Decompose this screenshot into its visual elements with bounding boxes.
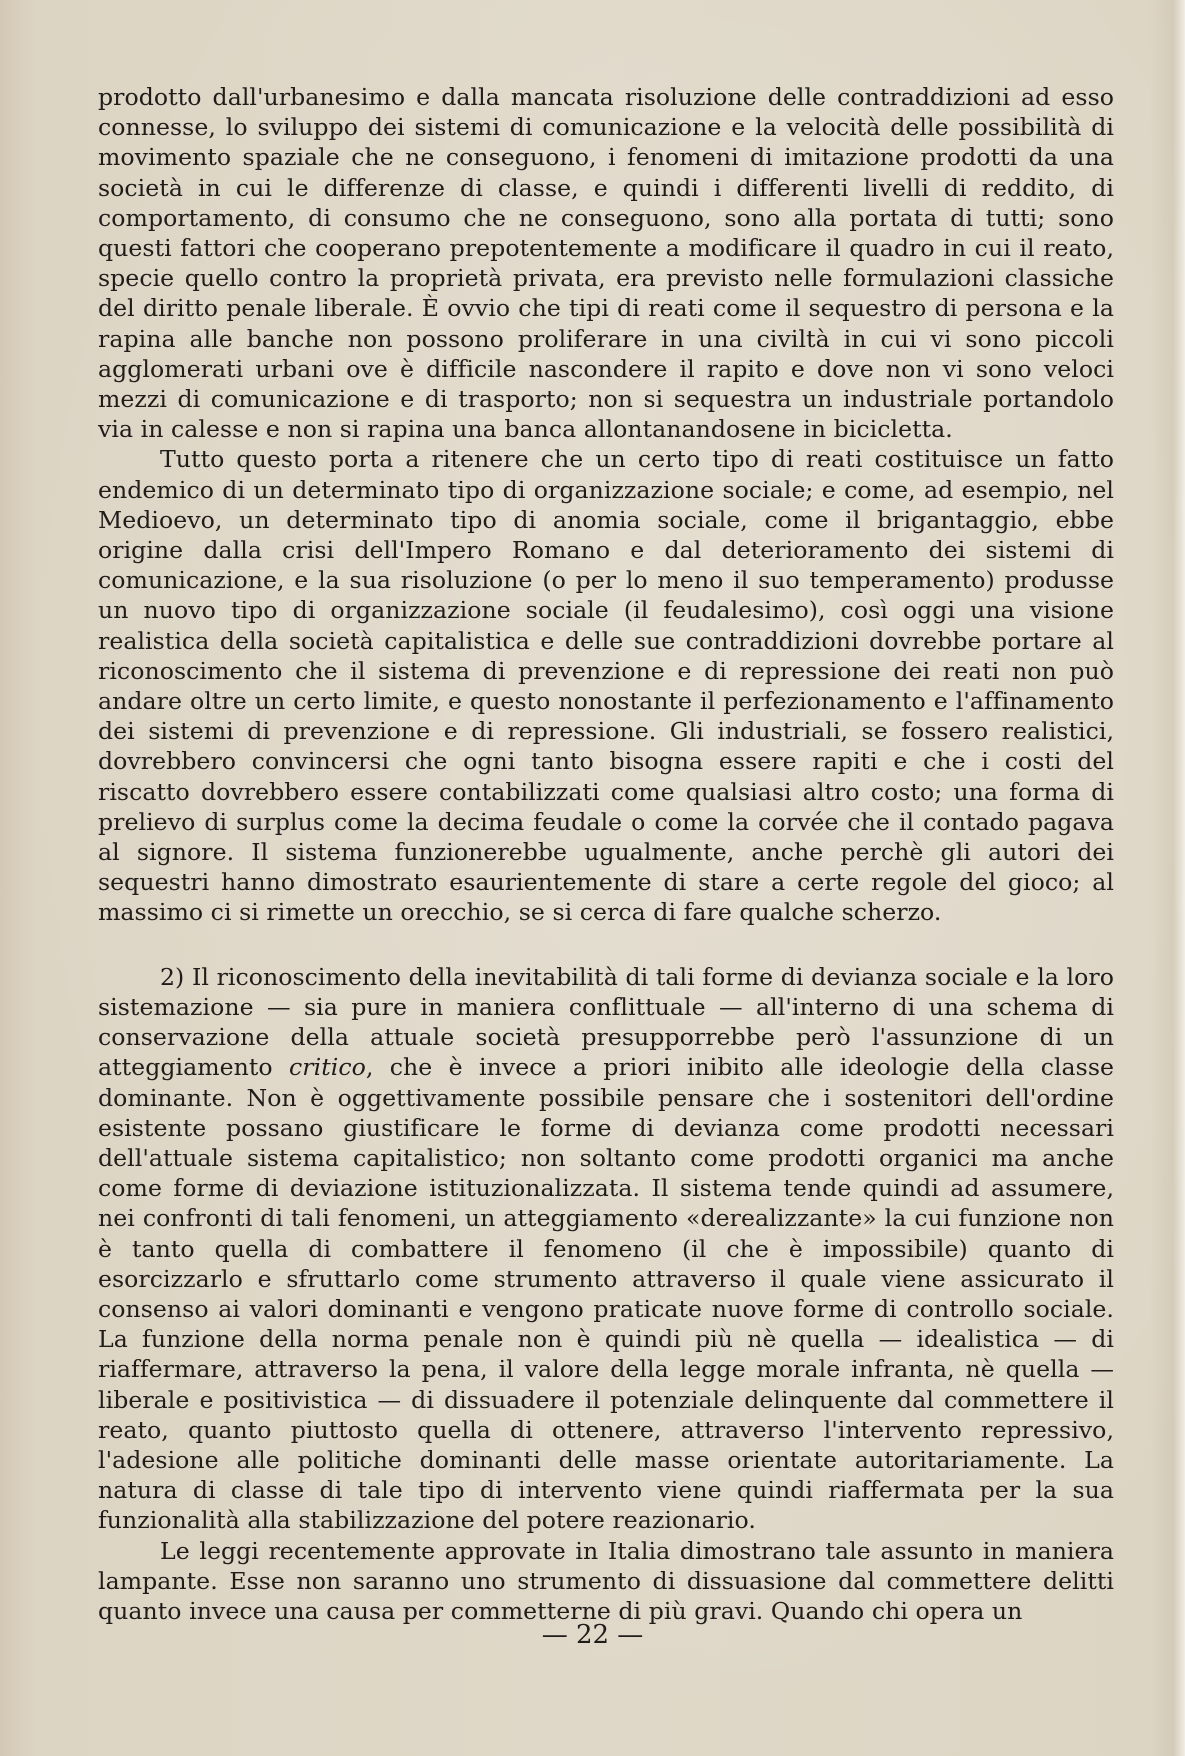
page-edge — [1173, 0, 1185, 1756]
emphasis-critico: critico — [289, 1053, 366, 1082]
body-text — [98, 82, 1114, 1626]
paragraph-section-2 — [98, 962, 1114, 1536]
paragraph-le-leggi: Le leggi recentemente approvate in Italia dimostrano tale assunto in maniera lampante. Esse non saranno uno strumento di dissuasione dal commettere delitti quanto invece una causa per commetterne di più gravi. Quando chi opera un — [98, 1536, 1114, 1625]
paragraph-section-2-part-b: , che è invece a priori inibito alle ideologie della classe dominante. Non è oggettivamente possibile pensare che i sostenitori dell'ordine esistente possano giustificare le forme di devianza come prodotti necessari dell'attuale sistema capitalistico; non soltanto come prodotti organici ma anche come forme di deviazione istituzionalizzata. Il sistema tende quindi ad assumere, nei confronti di tali fenomeni, un atteggiamento «derealizzante» la cui funzione non è tanto quella di combattere il fenomeno (il che è impossibile) quanto di esorcizzarlo e sfruttarlo come strumento attraverso il quale viene assicurato il consenso ai valori dominanti e vengono praticate nuove forme di controllo sociale. La funzione della norma penale non è quindi più nè quella — idealistica — di riaffermare, attraverso la pena, il valore della legge morale infranta, nè quella — liberale e positivistica — di dissuadere il potenziale delinquente dal commettere il reato, quanto piuttosto quella di ottenere, attraverso l'intervento repressivo, l'adesione alle politiche dominanti delle masse orientate autoritariamente. La natura di classe di tale tipo di intervento viene quindi riaffermata per la sua funzionalità alla stabilizzazione del potere reazionario. — [98, 1053, 1114, 1535]
section-spacer — [98, 928, 1114, 962]
paragraph-section-2-part-a: 2) Il riconoscimento della inevitabilità di tali forme di devianza sociale e la loro sistemazione — sia pure in maniera conflittuale — all'interno di una schema di conservazione della attuale società presupporrebbe però l'assunzione di un atteggiamento — [98, 962, 1114, 1082]
page-number: — 22 — — [541, 1620, 644, 1650]
paragraph-tutto-questo: Tutto questo porta a ritenere che un certo tipo di reati costituisce un fatto endemico di un determinato tipo di organizzazione sociale; e come, ad esempio, nel Medioevo, un determinato tipo di anomia sociale, come il brigantaggio, ebbe origine dalla crisi dell'Impero Romano e dal deterioramento dei sistemi di comunicazione, e la sua risoluzione (o per lo meno il suo temperamento) produsse un nuovo tipo di organizzazione sociale (il feudalesimo), così oggi una visione realistica della società capitalistica e delle sue contraddizioni dovrebbe portare al riconoscimento che il sistema di prevenzione e di repressione dei reati non può andare oltre un certo limite, e questo nonostante il perfezionamento e l'affinamento dei sistemi di prevenzione e di repressione. Gli industriali, se fossero realistici, dovrebbero convincersi che ogni tanto bisogna essere rapiti e che i costi del riscatto dovrebbero essere contabilizzati come qualsiasi altro costo; una forma di prelievo di surplus come la decima feudale o come la corvée che il contado pagava al signore. Il sistema funzionerebbe ugualmente, anche perchè gli autori dei sequestri hanno dimostrato esaurientemente di stare a certe regole del gioco; al massimo ci si rimette un orecchio, se si cerca di fare qualche scherzo. — [98, 445, 1114, 927]
paragraph-continuation: prodotto dall'urbanesimo e dalla mancata risoluzione delle contraddizioni ad esso connesse, lo sviluppo dei sistemi di comunicazione e la velocità delle possibilità di movimento spaziale che ne conseguono, i fenomeni di imitazione prodotti da una società in cui le differenze di classe, e quindi i differenti livelli di reddito, di comportamento, di consumo che ne conseguono, sono alla portata di tutti; sono questi fattori che cooperano prepotentemente a modificare il quadro in cui il reato, specie quello contro la proprietà privata, era previsto nelle formulazioni classiche del diritto penale liberale. È ovvio che tipi di reati come il sequestro di persona e la rapina alle banche non possono proliferare in una civiltà in cui vi sono piccoli agglomerati urbani ove è difficile nascondere il rapito e dove non vi sono veloci mezzi di comunicazione e di trasporto; non si sequestra un industriale portandolo via in calesse e non si rapina una banca allontanandosene in bicicletta. — [98, 83, 1114, 444]
